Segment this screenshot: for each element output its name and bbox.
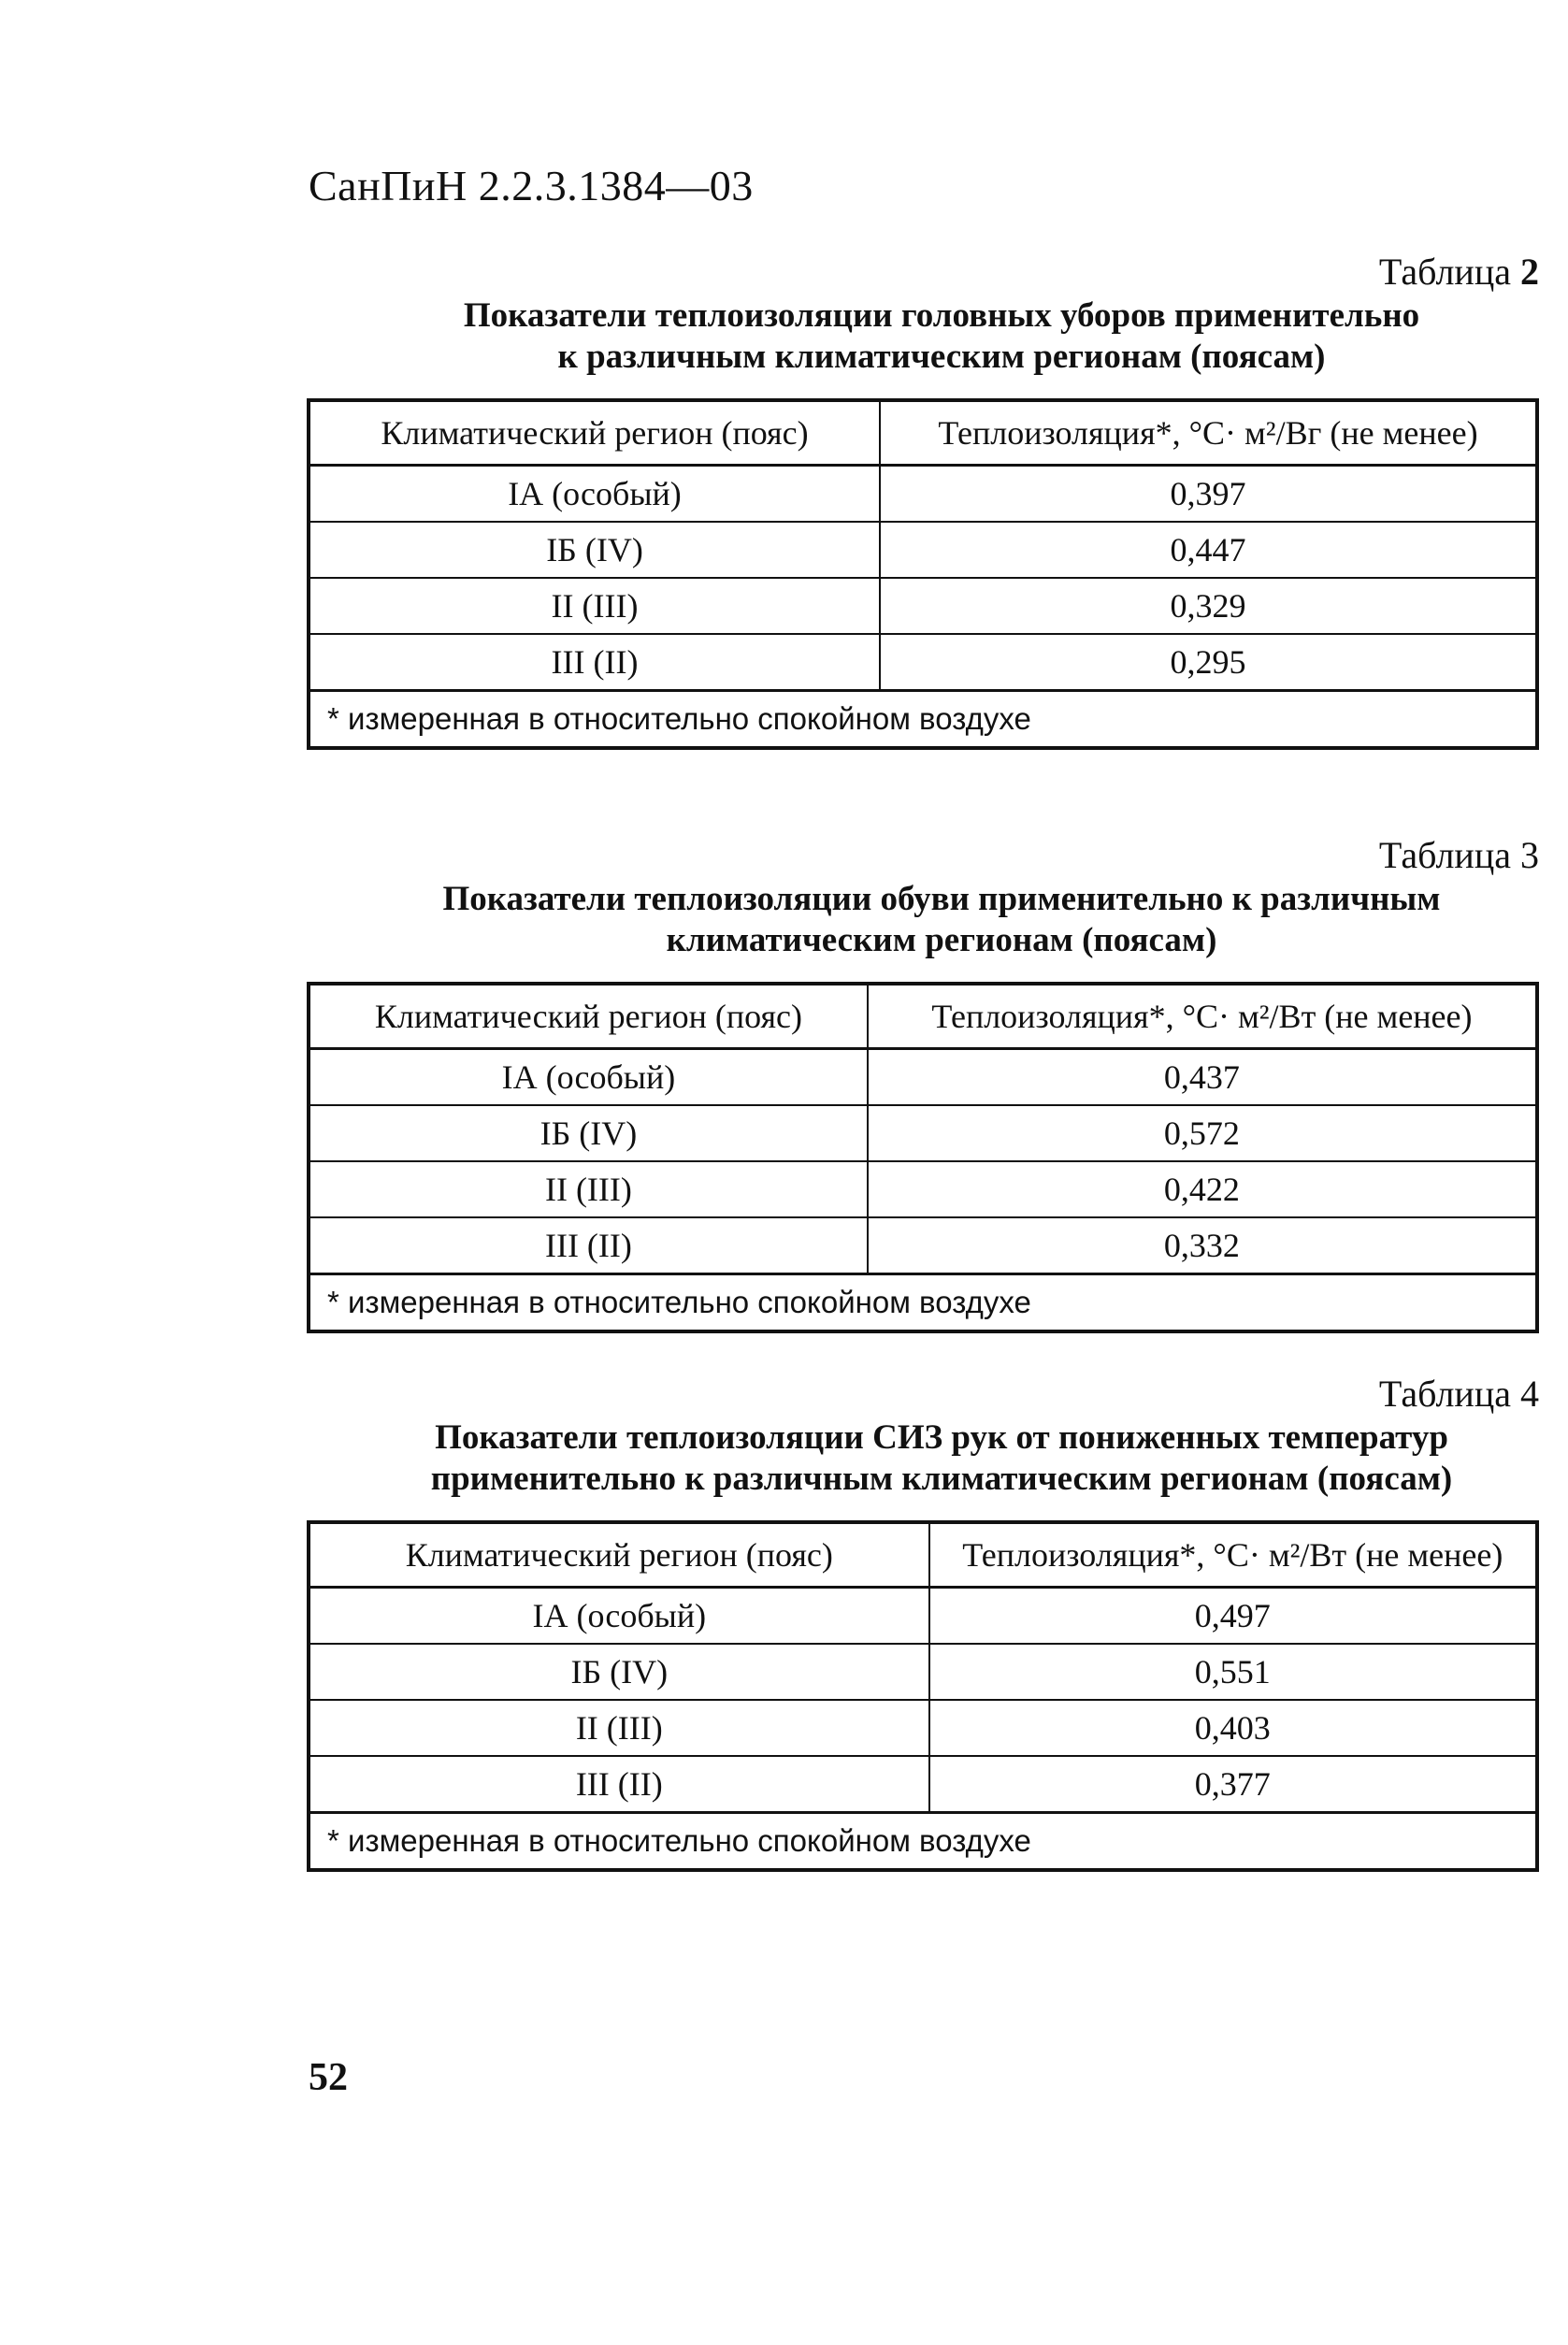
table-label-number: 4 [1520,1373,1539,1415]
table-title-4 [307,1417,1539,1500]
region-cell: IБ (IV) [309,1105,868,1161]
table-title-line: Показатели теплоизоляции головных уборов применительно [463,296,1420,335]
table-block-4 [307,1373,1539,1872]
table-label-prefix: Таблица [1378,1373,1511,1415]
table-label-number: 2 [1520,251,1539,293]
table-note-row [309,1813,1537,1871]
table-label-prefix: Таблица [1378,251,1511,293]
region-cell: IБ (IV) [309,522,880,578]
column-header-insulation: Теплоизоляция*, °С· м²/Вт (не менее) [868,984,1537,1049]
region-cell: IА (особый) [309,466,880,523]
table-title-line: Показатели теплоизоляции обуви применительно к различным [442,880,1441,918]
table-title-line: климатическим регионам (поясам) [666,921,1217,959]
table-number-3 [307,834,1539,877]
table-number-2 [307,251,1539,294]
region-cell: IА (особый) [309,1049,868,1106]
table-note-row [309,1274,1537,1332]
value-cell: 0,295 [880,634,1537,691]
value-cell: 0,497 [929,1588,1537,1645]
region-cell: II (III) [309,1161,868,1217]
page-number: 52 [309,2056,348,2099]
value-cell: 0,437 [868,1049,1537,1106]
table-row [309,1756,1537,1813]
column-header-region: Климатический регион (пояс) [309,400,880,466]
value-cell: 0,332 [868,1217,1537,1274]
value-cell: 0,572 [868,1105,1537,1161]
table-footnote: * измеренная в относительно спокойном воздухе [309,691,1537,749]
table-title-line: Показатели теплоизоляции СИЗ рук от пониженных температур [435,1418,1448,1457]
column-header-region: Климатический регион (пояс) [309,984,868,1049]
table-row [309,634,1537,691]
insulation-table-3 [307,982,1539,1333]
region-cell: III (II) [309,1756,929,1813]
value-cell: 0,329 [880,578,1537,634]
table-row [309,1217,1537,1274]
table-row [309,466,1537,523]
running-header: СанПиН 2.2.3.1384—03 [309,162,754,209]
value-cell: 0,397 [880,466,1537,523]
region-cell: III (II) [309,1217,868,1274]
column-header-insulation: Теплоизоляция*, °С· м²/Вт (не менее) [929,1522,1537,1588]
table-row [309,1105,1537,1161]
table-row [309,578,1537,634]
table-row [309,1161,1537,1217]
table-header-row [309,400,1537,466]
table-title-2 [307,295,1539,378]
value-cell: 0,377 [929,1756,1537,1813]
table-row [309,1049,1537,1106]
region-cell: IА (особый) [309,1588,929,1645]
column-header-insulation: Теплоизоляция*, °С· м²/Вг (не менее) [880,400,1537,466]
table-block-3 [307,834,1539,1333]
table-row [309,1644,1537,1700]
insulation-table-2 [307,398,1539,750]
table-footnote: * измеренная в относительно спокойном воздухе [309,1274,1537,1332]
region-cell: II (III) [309,1700,929,1756]
region-cell: III (II) [309,634,880,691]
table-note-row [309,691,1537,749]
table-row [309,1700,1537,1756]
table-title-3 [307,879,1539,961]
table-row [309,1588,1537,1645]
table-title-line: применительно к различным климатическим регионам (поясам) [430,1460,1453,1498]
value-cell: 0,403 [929,1700,1537,1756]
region-cell: IБ (IV) [309,1644,929,1700]
table-block-2 [307,251,1539,750]
insulation-table-4 [307,1520,1539,1872]
table-footnote: * измеренная в относительно спокойном воздухе [309,1813,1537,1871]
value-cell: 0,422 [868,1161,1537,1217]
value-cell: 0,447 [880,522,1537,578]
table-label-number: 3 [1520,834,1539,876]
table-number-4 [307,1373,1539,1416]
table-label-prefix: Таблица [1378,834,1511,876]
column-header-region: Климатический регион (пояс) [309,1522,929,1588]
table-header-row [309,1522,1537,1588]
table-header-row [309,984,1537,1049]
region-cell: II (III) [309,578,880,634]
table-row [309,522,1537,578]
table-title-line: к различным климатическим регионам (поясам) [557,338,1326,376]
value-cell: 0,551 [929,1644,1537,1700]
